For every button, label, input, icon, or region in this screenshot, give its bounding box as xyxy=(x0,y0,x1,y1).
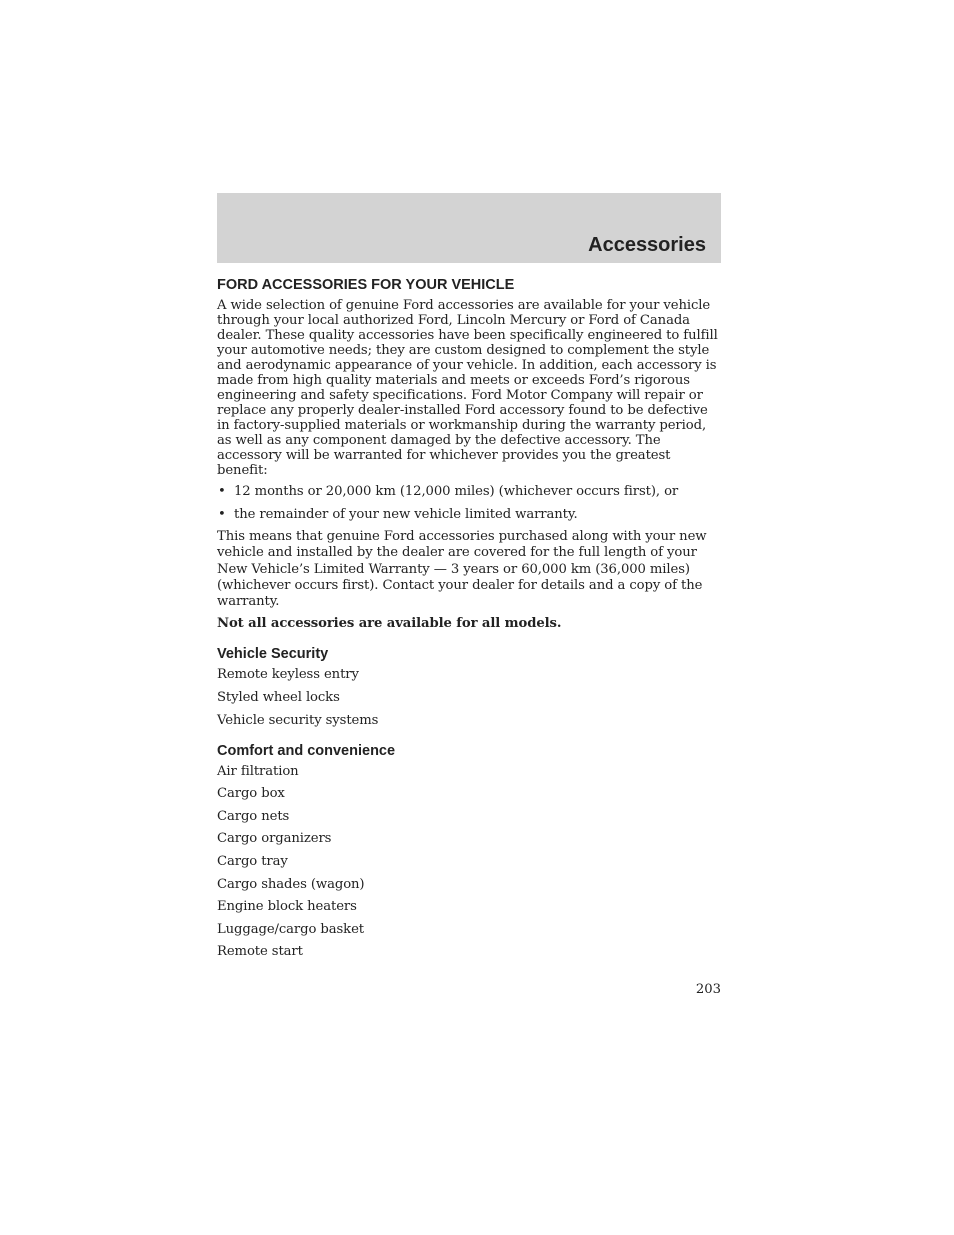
bullet-text: the remainder of your new vehicle limited warranty. xyxy=(234,506,578,522)
section-title: Accessories xyxy=(588,234,706,256)
list-item: Remote start xyxy=(217,944,303,960)
vehicle-security-heading: Vehicle Security xyxy=(217,646,329,663)
list-item xyxy=(217,484,721,500)
page-content xyxy=(217,276,721,967)
list-item: Cargo tray xyxy=(217,854,288,870)
bullet-icon: • xyxy=(218,484,226,499)
list-item xyxy=(217,507,721,523)
intro-paragraph: A wide selection of genuine Ford accessories are available for your vehicle through your local authorized Ford, Lincoln Mercury or Ford of Canada dealer. These quality accessories have been specifically engineered to fulfill your automotive needs; they are custom designed to complement the style and aerodynamic appearance of your vehicle. In addition, each accessory is made from high quality materials and meets or exceeds Ford’s rigorous engineering and safety specifications. Ford Motor Company will repair or replace any properly dealer-installed Ford accessory found to be defective in factory-supplied materials or workmanship during the warranty period, as well as any component damaged by the defective accessory. The accessory will be warranted for whichever provides you the greatest benefit: xyxy=(217,298,718,478)
list-item: Styled wheel locks xyxy=(217,690,340,706)
comfort-heading: Comfort and convenience xyxy=(217,742,396,759)
warranty-paragraph: This means that genuine Ford accessories purchased along with your new vehicle and installed by the dealer are covered for the full length of your New Vehicle’s Limited Warranty — 3 years or 60,000 km (36,000 miles) (whichever occurs first). Contact your dealer for details and a copy of the warranty. xyxy=(217,529,707,610)
warranty-options-list xyxy=(217,484,721,523)
list-item: Cargo shades (wagon) xyxy=(217,876,365,892)
list-item: Engine block heaters xyxy=(217,899,357,915)
list-item: Cargo organizers xyxy=(217,831,332,847)
list-item: Air filtration xyxy=(217,763,299,779)
bullet-icon: • xyxy=(218,506,226,522)
section-header-band xyxy=(217,193,721,263)
list-item: Cargo box xyxy=(217,786,285,802)
comfort-list xyxy=(217,764,721,961)
list-item: Cargo nets xyxy=(217,808,290,824)
availability-note: Not all accessories are available for all models. xyxy=(217,616,562,632)
page-number: 203 xyxy=(695,982,721,997)
section-heading: FORD ACCESSORIES FOR YOUR VEHICLE xyxy=(217,277,515,293)
list-item: Luggage/cargo basket xyxy=(217,921,364,937)
bullet-text: 12 months or 20,000 km (12,000 miles) (whichever occurs first), or xyxy=(234,484,679,499)
vehicle-security-list xyxy=(217,667,721,728)
list-item: Remote keyless entry xyxy=(217,667,359,683)
list-item: Vehicle security systems xyxy=(217,712,379,728)
